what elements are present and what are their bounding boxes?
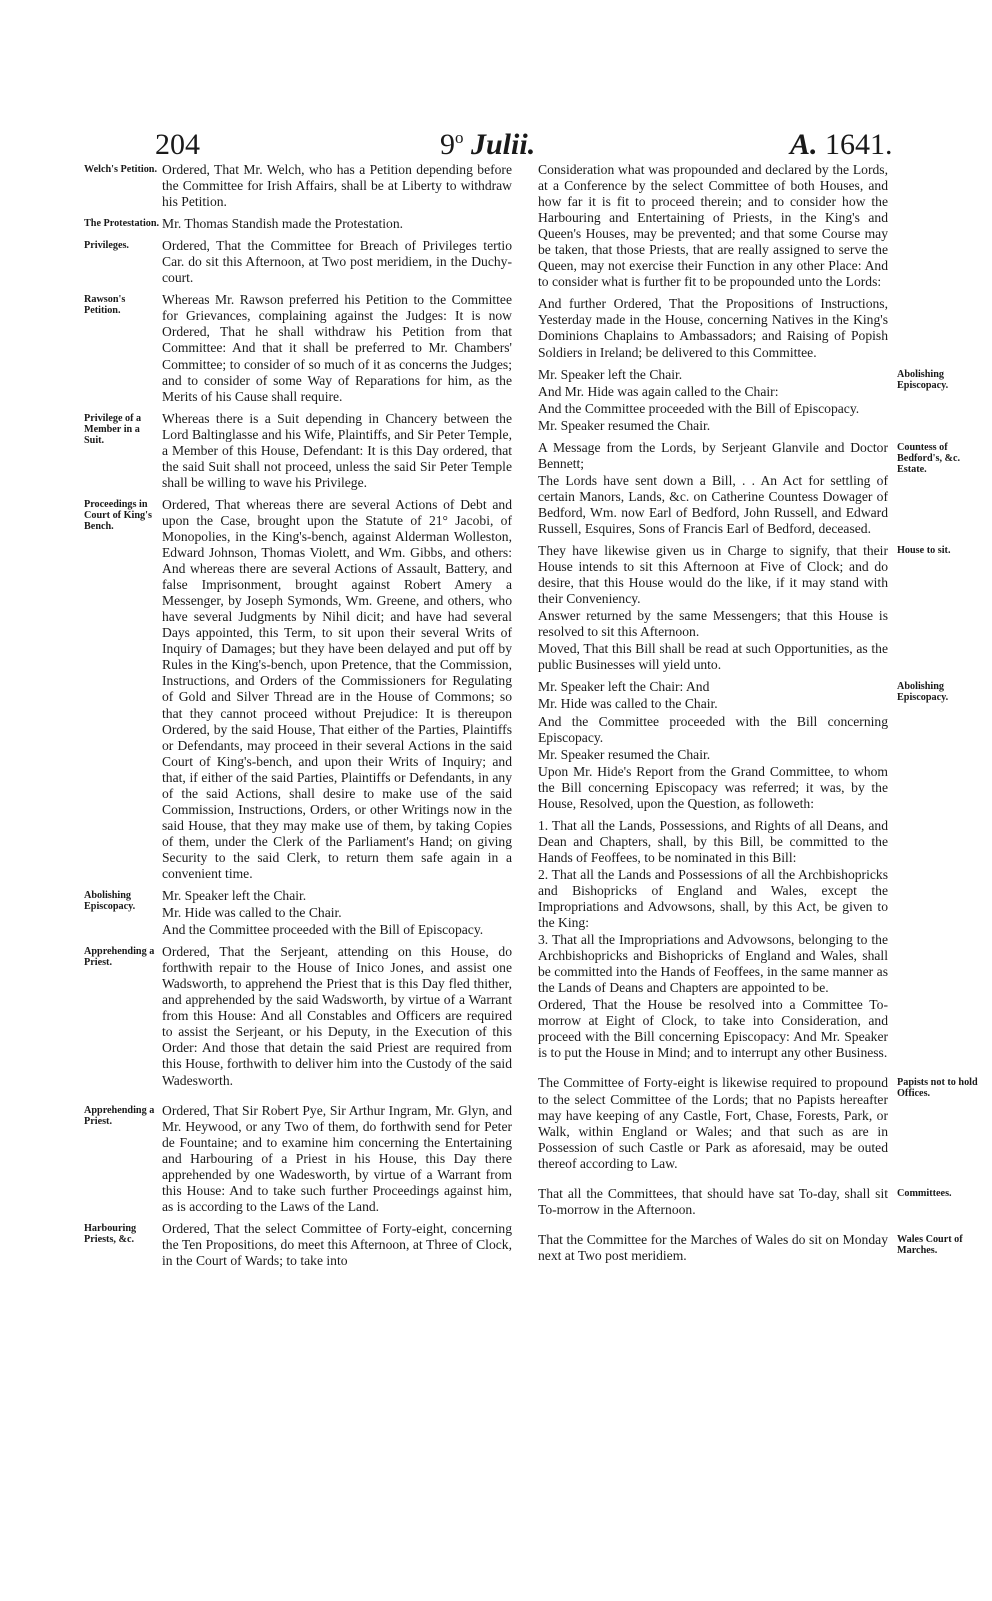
paragraph: And the Committee proceeded with the Bill of Episcopacy.	[538, 400, 860, 416]
paragraph: That the Committee for the Marches of Wales do sit on Monday next at Two post meridiem.	[538, 1231, 888, 1263]
margin-note: Countess of Bedford's, &c. Estate.	[897, 441, 961, 475]
margin-note: Wales Court of Marches.	[897, 1233, 963, 1256]
margin-note: Welch's Petition.	[84, 164, 158, 175]
paragraph: Mr. Hide was called to the Chair.	[162, 905, 342, 921]
paragraph: Mr. Speaker left the Chair.	[538, 366, 683, 382]
margin-note: Abolishing Episcopacy.	[897, 368, 949, 391]
paragraph: They have likewise given us in Charge to signify, that their House intends to sit this Afternoon at Five of Clock; and do desire, that this House would do the like, if it may stand with their Conveniency.	[538, 543, 888, 607]
right-column	[538, 162, 888, 1270]
paragraph: Ordered, That the House be resolved into a Committee To-morrow at Eight of Clock, to take into Consideration, and proceed with the Bill concerning Episcopacy: And Mr. Speaker is to put the House in Mind; and to interrupt any other Business.	[538, 997, 888, 1061]
paragraph: Answer returned by the same Messengers; that this House is resolved to sit this Afternoon.	[538, 608, 888, 640]
paragraph: And the Committee proceeded with the Bill of Episcopacy.	[162, 922, 484, 938]
margin-note: Committees.	[897, 1187, 952, 1199]
paragraph: Consideration what was propounded and declared by the Lords, at a Conference by the select Committee of both Houses, and how far it is fit to proceed therein; and to consider how the Harbouring and Entertaining of Priests, in the King's and Queen's Houses, may be prevented; and that some Course may be taken, that those Priests, that are really assigned to serve the Queen, may not exercise their Function in any other Place: And to consider what is further fit to be propounded unto the Lords:	[538, 162, 888, 290]
paragraph: Ordered, That whereas there are several Actions of Debt and upon the Case, brought upon the Statute of 21° Jacobi, of Monopolies, in the King's-bench, against Alderman Wolleston, Edward Johnson, Thomas Violett, and Wm. Gibbs, and others: And whereas there are several Actions of Assault, Battery, and false Imprisonment, brought against Robert Amery a Messenger, by Joseph Symonds, Wm. Greene, and others, who have several Judgments by Nihil dicit; and have had several Days appointed, this Term, to sit upon their several Writs of Inquiry of Damages; but they have been delayed and put off by Rules in the King's-bench, upon Pretence, that the Commission, Instructions, and Orders of the Commissioners for Regulating of Gold and Silver Thread are in the House of Commons; so that they cannot proceed without Prejudice: It is thereupon Ordered, by the said House, That either of the Parties, Plaintiffs or Defendants, may proceed in their several Actions in the said Court of King's-bench, and upon their Writs of Inquiry; and that, if either of the said Parties, Plaintiffs or Defendants, in any of the said Actions, shall desire to make use of the said Commission, Instructions, Orders, or other Writings now in the said House, that they may make use of them, by taking Copies of them, under the Clerk of the Parliament's Hand; on giving Security to the said Clerk, to return them safe again in a convenient time.	[162, 496, 512, 881]
margin-note: Abolishing Episcopacy.	[84, 890, 136, 913]
paragraph: Mr. Speaker resumed the Chair.	[538, 746, 711, 762]
margin-note: Abolishing Episcopacy.	[897, 681, 949, 704]
paragraph: The Lords have sent down a Bill, . . An Act for settling of certain Manors, Lands, &c. on Catherine Countess Dowager of Bedford, Wm. now Earl of Bedford, John Russell, and Edward Russell, Esquires, Sons of Francis Earl of Bedford, deceased.	[538, 472, 888, 536]
page-date: 9$^o$ Julii.	[440, 128, 536, 161]
paragraph: A Message from the Lords, by Serjeant Glanvile and Doctor Bennett;	[538, 439, 888, 471]
margin-note: House to sit.	[897, 545, 951, 557]
margin-note: Apprehending a Priest.	[84, 1104, 155, 1127]
page-number: 204	[155, 128, 200, 161]
paragraph: Ordered, That Mr. Welch, who has a Petition depending before the Committee for Irish Affairs, shall be at Liberty to withdraw his Petition.	[162, 162, 512, 210]
paragraph: 2. That all the Lands and Possessions of all the Archbishopricks and Bishopricks of England and Wales, except the Impropriations and Advowsons, shall, by this Act, be given to the King:	[538, 866, 888, 931]
margin-note: Privilege of a Member in a Suit.	[84, 412, 142, 446]
paragraph: Mr. Hide was called to the Chair.	[538, 696, 718, 712]
paragraph: Whereas Mr. Rawson preferred his Petition to the Committee for Grievances, complaining against the Judges: It is now Ordered, That he shall withdraw his Petition from that Committee: And that it shall be preferred to Mr. Chambers' Committee; to consider of so much of it as concerns the Judges; and to consider of some Way of Reparations for him, as the Merits of his Cause shall require.	[162, 292, 512, 404]
margin-note: The Protestation.	[84, 218, 160, 230]
margin-note: Privileges.	[84, 240, 129, 252]
margin-note: Apprehending a Priest.	[84, 946, 155, 969]
paragraph: Mr. Thomas Standish made the Protestation.	[162, 216, 404, 232]
paragraph: Ordered, That the Committee for Breach of Privileges tertio Car. do sit this Afternoon, at Two post meridiem, in the Duchy-court.	[162, 238, 512, 286]
margin-note: Rawson's Petition.	[84, 294, 126, 317]
margin-note: Papists not to hold Offices.	[897, 1077, 978, 1100]
paragraph: The Committee of Forty-eight is likewise required to propound to the select Committee of the Lords; that no Papists hereafter may have keeping of any Castle, Fort, Chase, Forests, Park, or Walk, within England or Wales; and that such as are in Possession of such Castle or Park as aforesaid, may be outed thereof according to Law.	[538, 1075, 888, 1171]
paragraph: Mr. Speaker left the Chair.	[162, 888, 307, 904]
paragraph: Mr. Speaker resumed the Chair.	[538, 417, 711, 433]
paragraph: Ordered, That the Serjeant, attending on this House, do forthwith repair to the House of Inico Jones, and assist one Wadsworth, to apprehend the Priest that is this Day fled thither, and apprehended by the said Wadsworth, by virtue of a Warrant from this House: And all Constables and Officers are required to assist the Serjeant, or his Deputy, in the Execution of this Order: And those that detain the said Priest are required from this House, forthwith to deliver him into the Custody of the said Wadesworth.	[162, 944, 512, 1088]
paragraph: That all the Committees, that should have sat To-day, shall sit To-morrow in the Afternoon.	[538, 1185, 888, 1217]
paragraph: 3. That all the Impropriations and Advowsons, belonging to the Archbishopricks and Bishopricks of England and Wales, shall be committed into the Hands of Feoffees, in the same manner as the Lands of Deans and Chapters are appointed to be.	[538, 932, 888, 996]
paragraph: Moved, That this Bill shall be read at such Opportunities, as the public Businesses will yield unto.	[538, 641, 888, 673]
margin-note: Proceedings in Court of King's Bench.	[84, 498, 152, 532]
paragraph: Mr. Speaker left the Chair: And	[538, 679, 710, 695]
left-column	[162, 162, 512, 1275]
paragraph: And Mr. Hide was again called to the Chair:	[538, 383, 779, 399]
paragraph: Ordered, That Sir Robert Pye, Sir Arthur Ingram, Mr. Glyn, and Mr. Heywood, or any Two of them, do forthwith send for Peter de Fountaine; and to examine him concerning the Entertaining and Harbouring of a Priest in his House, this Day there apprehended by one Wadesworth, by virtue of a Warrant from this House: And to take such further Proceedings against him, as is according to the Laws of the Land.	[162, 1102, 512, 1214]
paragraph: Ordered, That the select Committee of Forty-eight, concerning the Ten Propositions, do meet this Afternoon, at Three of Clock, in the Court of Wards; to take into	[162, 1220, 512, 1268]
paragraph: Upon Mr. Hide's Report from the Grand Committee, to whom the Bill concerning Episcopacy was referred; it was, by the House, Resolved, upon the Question, as followeth:	[538, 763, 888, 811]
margin-note: Harbouring Priests, &c.	[84, 1222, 137, 1245]
paragraph: 1. That all the Lands, Possessions, and Rights of all Deans, and Dean and Chapters, shall, by this Bill, be committed to the Hands of Feoffees, to be nominated in this Bill:	[538, 817, 888, 865]
paragraph: Whereas there is a Suit depending in Chancery between the Lord Baltinglasse and his Wife, Plaintiffs, and Sir Peter Temple, a Member of this House, Defendant: It is this Day ordered, that the said Suit shall not proceed, unless the said Sir Peter Temple shall be willing to wave his Privilege.	[162, 410, 512, 490]
paragraph: And the Committee proceeded with the Bill concerning Episcopacy.	[538, 713, 888, 745]
page-year: A. 1641.	[790, 128, 893, 161]
paragraph: And further Ordered, That the Propositions of Instructions, Yesterday made in the House, concerning Natives in the King's Dominions Chaplains to Ambassadors; and Raising of Popish Soldiers in Ireland; be delivered to this Committee.	[538, 296, 888, 360]
